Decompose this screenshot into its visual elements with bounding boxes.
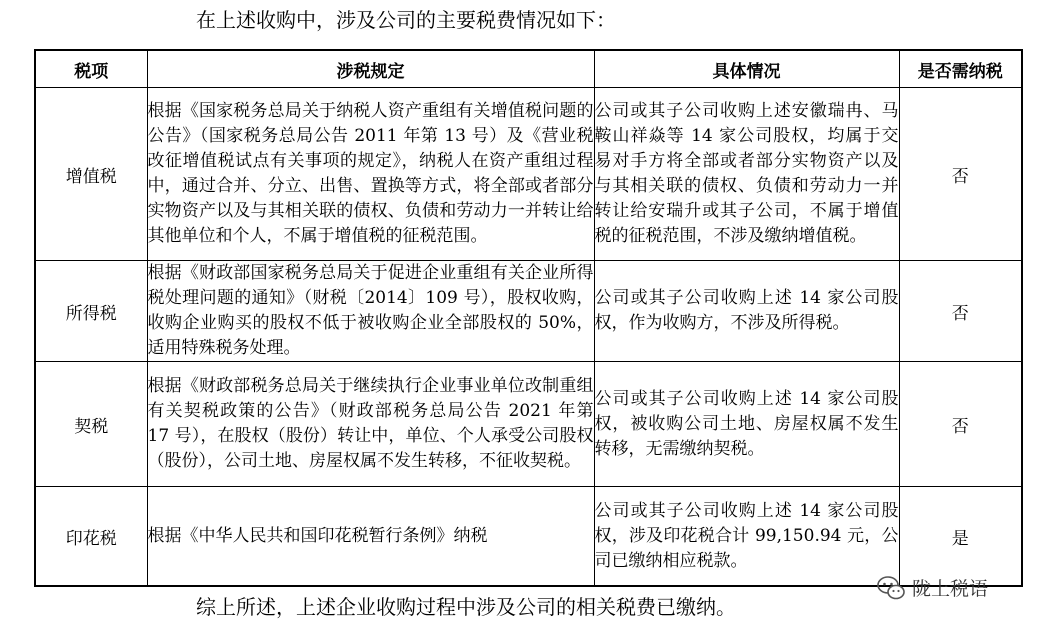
table-row <box>35 261 1022 362</box>
table-row <box>35 88 1022 261</box>
watermark <box>876 574 988 601</box>
cell-tax-item: 增值税 <box>35 88 147 261</box>
tax-table <box>34 49 1023 587</box>
table-row <box>35 487 1022 587</box>
header-tax-item: 税项 <box>35 50 147 88</box>
cell-need-tax: 否 <box>899 88 1022 261</box>
table-header-row <box>35 50 1022 88</box>
intro-paragraph: 在上述收购中，涉及公司的主要税费情况如下： <box>196 8 616 32</box>
header-detail: 具体情况 <box>594 50 899 88</box>
cell-tax-item: 契税 <box>35 362 147 487</box>
wechat-icon <box>876 575 906 601</box>
cell-detail: 公司或其子公司收购上述 14 家公司股权，作为收购方，不涉及所得税。 <box>594 261 899 362</box>
cell-detail: 公司或其子公司收购上述 14 家公司股权，被收购公司土地、房屋权属不发生转移，无需缴纳契税。 <box>594 362 899 487</box>
summary-paragraph: 综上所述，上述企业收购过程中涉及公司的相关税费已缴纳。 <box>196 595 736 619</box>
cell-need-tax: 否 <box>899 261 1022 362</box>
cell-tax-rule: 根据《中华人民共和国印花税暂行条例》纳税 <box>147 487 594 587</box>
cell-detail: 公司或其子公司收购上述 14 家公司股权，涉及印花税合计 99,150.94 元，公司已缴纳相应税款。 <box>594 487 899 587</box>
header-tax-rule: 涉税规定 <box>147 50 594 88</box>
cell-detail: 公司或其子公司收购上述安徽瑞冉、马鞍山祥焱等 14 家公司股权，均属于交易对手方将全部或者部分实物资产以及与其相关联的债权、负债和劳动力一并转让给安瑞升或其子公司，不属于增值税的征税范围，不涉及缴纳增值税。 <box>594 88 899 261</box>
table-row <box>35 362 1022 487</box>
cell-need-tax: 否 <box>899 362 1022 487</box>
cell-tax-item: 所得税 <box>35 261 147 362</box>
cell-tax-rule: 根据《财政部税务总局关于继续执行企业事业单位改制重组有关契税政策的公告》（财政部税务总局公告 2021 年第 17 号），在股权（股份）转让中，单位、个人承受公司股权（股份），公司土地、房屋权属不发生转移，不征收契税。 <box>147 362 594 487</box>
header-need-tax: 是否需纳税 <box>899 50 1022 88</box>
cell-tax-rule: 根据《财政部国家税务总局关于促进企业重组有关企业所得税处理问题的通知》（财税〔2014〕109 号），股权收购，收购企业购买的股权不低于被收购企业全部股权的 50%，适用特殊税务处理。 <box>147 261 594 362</box>
watermark-text: 陇上税语 <box>912 578 989 600</box>
cell-need-tax: 是 <box>899 487 1022 587</box>
cell-tax-rule: 根据《国家税务总局关于纳税人资产重组有关增值税问题的公告》（国家税务总局公告 2011 年第 13 号）及《营业税改征增值税试点有关事项的规定》，纳税人在资产重组过程中，通过合并、分立、出售、置换等方式，将全部或者部分实物资产以及与其相关联的债权、负债和劳动力一并转让给其他单位和个人，不属于增值税的征税范围。 <box>147 88 594 261</box>
cell-tax-item: 印花税 <box>35 487 147 587</box>
